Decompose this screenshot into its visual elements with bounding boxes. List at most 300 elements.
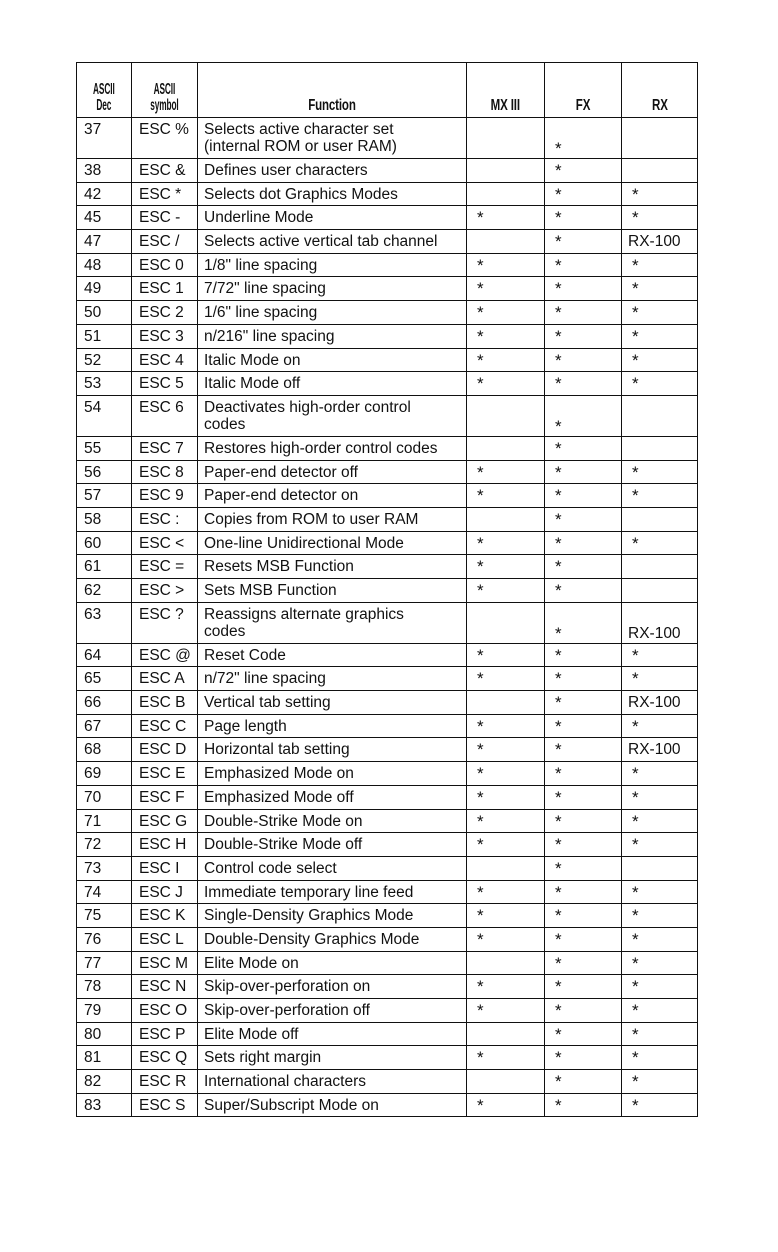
- table-row: [77, 301, 698, 325]
- rx-support-cell: *: [622, 1093, 698, 1117]
- function-cell: [198, 714, 467, 738]
- ascii-symbol-cell: ESC Q: [132, 1046, 198, 1070]
- table-row: [77, 833, 698, 857]
- ascii-dec-cell: 64: [77, 643, 132, 667]
- function-text: Elite Mode off: [204, 1025, 299, 1043]
- ascii-symbol-cell: ESC >: [132, 579, 198, 603]
- function-text: Sets right margin: [204, 1049, 322, 1067]
- function-text: Elite Mode on: [204, 954, 299, 972]
- ascii-dec-cell: 67: [77, 714, 132, 738]
- function-cell: [198, 762, 467, 786]
- ascii-symbol-cell: ESC /: [132, 230, 198, 254]
- ascii-symbol-cell: ESC @: [132, 643, 198, 667]
- rx-support-cell: [622, 395, 698, 436]
- mx-support-cell: *: [467, 253, 545, 277]
- table-row: [77, 507, 698, 531]
- function-cell: [198, 602, 467, 643]
- mx-support-cell: *: [467, 1093, 545, 1117]
- fx-support-cell: *: [545, 999, 622, 1023]
- table-row: [77, 904, 698, 928]
- mx-support-cell: *: [467, 667, 545, 691]
- fx-support-cell: *: [545, 1046, 622, 1070]
- function-cell: [198, 667, 467, 691]
- rx-support-cell: *: [622, 643, 698, 667]
- fx-support-cell: *: [545, 856, 622, 880]
- function-text: Italic Mode off: [204, 375, 301, 393]
- function-text: Underline Mode: [204, 209, 314, 227]
- ascii-dec-cell: 65: [77, 667, 132, 691]
- rx-support-cell: *: [622, 324, 698, 348]
- ascii-symbol-cell: ESC 3: [132, 324, 198, 348]
- ascii-dec-cell: 75: [77, 904, 132, 928]
- ascii-symbol-cell: ESC 1: [132, 277, 198, 301]
- function-text: n/72" line spacing: [204, 670, 326, 688]
- function-cell: [198, 1046, 467, 1070]
- fx-support-cell: *: [545, 738, 622, 762]
- table-row: [77, 667, 698, 691]
- fx-support-cell: *: [545, 833, 622, 857]
- function-cell: [198, 230, 467, 254]
- fx-support-cell: *: [545, 762, 622, 786]
- function-cell: [198, 785, 467, 809]
- ascii-dec-cell: 55: [77, 436, 132, 460]
- function-cell: [198, 324, 467, 348]
- function-cell: [198, 579, 467, 603]
- fx-support-cell: *: [545, 253, 622, 277]
- mx-support-cell: *: [467, 348, 545, 372]
- rx-support-cell: *: [622, 1022, 698, 1046]
- function-text: Selects active vertical tab channel: [204, 233, 438, 251]
- table-row: [77, 372, 698, 396]
- ascii-symbol-cell: ESC C: [132, 714, 198, 738]
- function-text: 1/8" line spacing: [204, 256, 318, 274]
- rx-support-cell: *: [622, 277, 698, 301]
- ascii-dec-cell: 37: [77, 118, 132, 159]
- function-text: Super/Subscript Mode on: [204, 1096, 379, 1114]
- ascii-dec-cell: 73: [77, 856, 132, 880]
- function-cell: [198, 809, 467, 833]
- rx-support-cell: *: [622, 1046, 698, 1070]
- ascii-symbol-cell: ESC B: [132, 691, 198, 715]
- rx-support-cell: [622, 555, 698, 579]
- function-text: International characters: [204, 1073, 366, 1091]
- function-text: Italic Mode on: [204, 351, 301, 369]
- mx-support-cell: *: [467, 579, 545, 603]
- fx-support-cell: *: [545, 436, 622, 460]
- ascii-symbol-cell: ESC N: [132, 975, 198, 999]
- mx-support-cell: [467, 602, 545, 643]
- fx-support-cell: *: [545, 809, 622, 833]
- ascii-dec-cell: 48: [77, 253, 132, 277]
- rx-support-cell: *: [622, 531, 698, 555]
- ascii-symbol-cell: ESC *: [132, 182, 198, 206]
- rx-support-cell: [622, 856, 698, 880]
- ascii-dec-cell: 49: [77, 277, 132, 301]
- function-cell: [198, 253, 467, 277]
- ascii-dec-cell: 57: [77, 484, 132, 508]
- function-text: Skip-over-perforation on: [204, 978, 371, 996]
- ascii-symbol-cell: ESC -: [132, 206, 198, 230]
- fx-support-cell: *: [545, 714, 622, 738]
- fx-support-cell: *: [545, 507, 622, 531]
- ascii-dec-cell: 78: [77, 975, 132, 999]
- function-text: Restores high-order control codes: [204, 439, 438, 457]
- ascii-symbol-cell: ESC J: [132, 880, 198, 904]
- fx-support-cell: *: [545, 880, 622, 904]
- table-row: [77, 927, 698, 951]
- rx-support-cell: *: [622, 667, 698, 691]
- fx-support-cell: *: [545, 904, 622, 928]
- fx-support-cell: *: [545, 1022, 622, 1046]
- function-text: Control code select: [204, 859, 337, 877]
- function-cell: [198, 738, 467, 762]
- ascii-symbol-cell: ESC ?: [132, 602, 198, 643]
- function-text: Emphasized Mode on: [204, 765, 354, 783]
- rx-support-cell: [622, 436, 698, 460]
- rx-support-cell: *: [622, 460, 698, 484]
- function-cell: [198, 1070, 467, 1094]
- fx-support-cell: *: [545, 785, 622, 809]
- function-cell: [198, 206, 467, 230]
- table-row: [77, 348, 698, 372]
- function-text: codes: [204, 415, 246, 433]
- function-cell: [198, 348, 467, 372]
- function-text: Reassigns alternate graphics: [204, 605, 404, 623]
- rx-support-cell: *: [622, 785, 698, 809]
- function-text: 1/6" line spacing: [204, 304, 318, 322]
- fx-support-cell: *: [545, 667, 622, 691]
- mx-support-cell: *: [467, 277, 545, 301]
- ascii-dec-cell: 45: [77, 206, 132, 230]
- header-row: [77, 63, 698, 118]
- rx-support-cell: RX-100: [622, 230, 698, 254]
- ascii-dec-cell: 79: [77, 999, 132, 1023]
- fx-support-cell: *: [545, 301, 622, 325]
- table-row: [77, 206, 698, 230]
- function-text: Paper-end detector off: [204, 463, 358, 481]
- fx-support-cell: *: [545, 395, 622, 436]
- mx-support-cell: [467, 395, 545, 436]
- function-cell: [198, 277, 467, 301]
- fx-support-cell: *: [545, 1093, 622, 1117]
- fx-support-cell: *: [545, 277, 622, 301]
- rx-support-cell: *: [622, 927, 698, 951]
- mx-support-cell: [467, 118, 545, 159]
- escape-code-table: [76, 62, 698, 1117]
- function-cell: [198, 927, 467, 951]
- ascii-dec-cell: 56: [77, 460, 132, 484]
- table-row: [77, 579, 698, 603]
- fx-support-cell: *: [545, 691, 622, 715]
- ascii-dec-cell: 53: [77, 372, 132, 396]
- function-cell: [198, 951, 467, 975]
- function-text: Selects active character set: [204, 121, 394, 138]
- ascii-dec-cell: 83: [77, 1093, 132, 1117]
- mx-support-cell: *: [467, 880, 545, 904]
- mx-support-cell: *: [467, 762, 545, 786]
- table-row: [77, 714, 698, 738]
- mx-support-cell: *: [467, 785, 545, 809]
- function-text: Copies from ROM to user RAM: [204, 510, 419, 528]
- function-cell: [198, 904, 467, 928]
- function-cell: [198, 643, 467, 667]
- ascii-dec-cell: 58: [77, 507, 132, 531]
- function-cell: [198, 507, 467, 531]
- ascii-symbol-cell: ESC K: [132, 904, 198, 928]
- function-text: Selects dot Graphics Modes: [204, 185, 398, 203]
- table-row: [77, 762, 698, 786]
- header-mx-iii: MX III: [467, 63, 545, 118]
- function-text: One-line Unidirectional Mode: [204, 534, 404, 552]
- table-row: [77, 118, 698, 159]
- table-row: [77, 975, 698, 999]
- fx-support-cell: *: [545, 531, 622, 555]
- fx-support-cell: *: [545, 927, 622, 951]
- ascii-symbol-cell: ESC P: [132, 1022, 198, 1046]
- ascii-dec-cell: 63: [77, 602, 132, 643]
- table-row: [77, 643, 698, 667]
- ascii-symbol-cell: ESC F: [132, 785, 198, 809]
- mx-support-cell: [467, 691, 545, 715]
- ascii-symbol-cell: ESC S: [132, 1093, 198, 1117]
- rx-support-cell: *: [622, 951, 698, 975]
- ascii-symbol-cell: ESC %: [132, 118, 198, 159]
- table-row: [77, 1022, 698, 1046]
- function-cell: [198, 484, 467, 508]
- function-cell: [198, 301, 467, 325]
- ascii-dec-cell: 76: [77, 927, 132, 951]
- function-text: Vertical tab setting: [204, 694, 331, 712]
- table-row: [77, 738, 698, 762]
- mx-support-cell: *: [467, 1046, 545, 1070]
- table-row: [77, 1070, 698, 1094]
- mx-support-cell: *: [467, 833, 545, 857]
- rx-support-cell: RX-100: [622, 602, 698, 643]
- table-row: [77, 277, 698, 301]
- ascii-symbol-cell: ESC 8: [132, 460, 198, 484]
- mx-support-cell: [467, 182, 545, 206]
- table-row: [77, 856, 698, 880]
- mx-support-cell: *: [467, 714, 545, 738]
- mx-support-cell: [467, 436, 545, 460]
- function-cell: [198, 833, 467, 857]
- function-cell: [198, 691, 467, 715]
- table-row: [77, 1093, 698, 1117]
- table-row: [77, 999, 698, 1023]
- rx-support-cell: *: [622, 206, 698, 230]
- mx-support-cell: *: [467, 809, 545, 833]
- table-row: [77, 602, 698, 643]
- fx-support-cell: *: [545, 324, 622, 348]
- table-row: [77, 785, 698, 809]
- rx-support-cell: [622, 159, 698, 183]
- rx-support-cell: *: [622, 880, 698, 904]
- ascii-dec-cell: 71: [77, 809, 132, 833]
- function-cell: [198, 1022, 467, 1046]
- ascii-symbol-cell: ESC D: [132, 738, 198, 762]
- function-text: Paper-end detector on: [204, 487, 359, 505]
- function-cell: [198, 999, 467, 1023]
- ascii-symbol-cell: ESC R: [132, 1070, 198, 1094]
- header-ascii-symbol: ASCII symbol: [132, 63, 198, 118]
- table-body: [77, 118, 698, 1117]
- ascii-symbol-cell: ESC 9: [132, 484, 198, 508]
- mx-support-cell: *: [467, 999, 545, 1023]
- function-text: Sets MSB Function: [204, 582, 337, 599]
- ascii-symbol-cell: ESC E: [132, 762, 198, 786]
- rx-support-cell: *: [622, 372, 698, 396]
- fx-support-cell: *: [545, 643, 622, 667]
- function-text: Skip-over-perforation off: [204, 1002, 370, 1019]
- ascii-symbol-cell: ESC O: [132, 999, 198, 1023]
- fx-support-cell: *: [545, 484, 622, 508]
- ascii-symbol-cell: ESC L: [132, 927, 198, 951]
- mx-support-cell: [467, 507, 545, 531]
- rx-support-cell: *: [622, 975, 698, 999]
- rx-support-cell: RX-100: [622, 738, 698, 762]
- table-row: [77, 555, 698, 579]
- function-text: 7/72" line spacing: [204, 280, 326, 298]
- rx-support-cell: *: [622, 484, 698, 508]
- ascii-dec-cell: 81: [77, 1046, 132, 1070]
- rx-support-cell: [622, 507, 698, 531]
- ascii-dec-cell: 60: [77, 531, 132, 555]
- rx-support-cell: *: [622, 348, 698, 372]
- ascii-symbol-cell: ESC G: [132, 809, 198, 833]
- function-text: Double-Strike Mode off: [204, 836, 363, 854]
- ascii-dec-cell: 52: [77, 348, 132, 372]
- ascii-dec-cell: 66: [77, 691, 132, 715]
- fx-support-cell: *: [545, 372, 622, 396]
- function-cell: [198, 975, 467, 999]
- ascii-dec-cell: 61: [77, 555, 132, 579]
- ascii-symbol-cell: ESC =: [132, 555, 198, 579]
- rx-support-cell: *: [622, 182, 698, 206]
- mx-support-cell: *: [467, 484, 545, 508]
- table-row: [77, 182, 698, 206]
- fx-support-cell: *: [545, 182, 622, 206]
- table-row: [77, 531, 698, 555]
- rx-support-cell: [622, 118, 698, 159]
- header-fx: FX: [545, 63, 622, 118]
- table-row: [77, 880, 698, 904]
- mx-support-cell: *: [467, 206, 545, 230]
- ascii-symbol-cell: ESC <: [132, 531, 198, 555]
- ascii-dec-cell: 72: [77, 833, 132, 857]
- mx-support-cell: *: [467, 738, 545, 762]
- fx-support-cell: *: [545, 1070, 622, 1094]
- mx-support-cell: [467, 1070, 545, 1094]
- ascii-dec-cell: 77: [77, 951, 132, 975]
- function-text: Emphasized Mode off: [204, 788, 354, 806]
- function-cell: [198, 1093, 467, 1117]
- ascii-symbol-cell: ESC I: [132, 856, 198, 880]
- ascii-symbol-cell: ESC &: [132, 159, 198, 183]
- ascii-symbol-cell: ESC 5: [132, 372, 198, 396]
- rx-support-cell: *: [622, 253, 698, 277]
- ascii-dec-cell: 70: [77, 785, 132, 809]
- ascii-dec-cell: 69: [77, 762, 132, 786]
- mx-support-cell: *: [467, 372, 545, 396]
- function-cell: [198, 182, 467, 206]
- fx-support-cell: *: [545, 460, 622, 484]
- rx-support-cell: *: [622, 714, 698, 738]
- ascii-dec-cell: 62: [77, 579, 132, 603]
- rx-support-cell: *: [622, 301, 698, 325]
- mx-support-cell: [467, 159, 545, 183]
- function-cell: [198, 856, 467, 880]
- function-text: n/216" line spacing: [204, 327, 335, 345]
- mx-support-cell: [467, 230, 545, 254]
- ascii-symbol-cell: ESC 2: [132, 301, 198, 325]
- table-header: [77, 63, 698, 118]
- ascii-dec-cell: 82: [77, 1070, 132, 1094]
- ascii-dec-cell: 54: [77, 395, 132, 436]
- function-text: Reset Code: [204, 646, 286, 664]
- rx-support-cell: *: [622, 904, 698, 928]
- mx-support-cell: [467, 856, 545, 880]
- mx-support-cell: *: [467, 904, 545, 928]
- rx-support-cell: *: [622, 809, 698, 833]
- fx-support-cell: *: [545, 555, 622, 579]
- table-row: [77, 809, 698, 833]
- function-text: (internal ROM or user RAM): [204, 138, 397, 155]
- function-text: Deactivates high-order control: [204, 398, 411, 416]
- fx-support-cell: *: [545, 230, 622, 254]
- ascii-dec-cell: 68: [77, 738, 132, 762]
- table-row: [77, 395, 698, 436]
- fx-support-cell: *: [545, 348, 622, 372]
- ascii-dec-cell: 42: [77, 182, 132, 206]
- mx-support-cell: *: [467, 460, 545, 484]
- function-cell: [198, 118, 467, 159]
- fx-support-cell: *: [545, 118, 622, 159]
- function-cell: [198, 555, 467, 579]
- ascii-symbol-cell: ESC 7: [132, 436, 198, 460]
- fx-support-cell: *: [545, 159, 622, 183]
- mx-support-cell: [467, 1022, 545, 1046]
- table-row: [77, 1046, 698, 1070]
- table-row: [77, 951, 698, 975]
- ascii-dec-cell: 51: [77, 324, 132, 348]
- mx-support-cell: *: [467, 301, 545, 325]
- fx-support-cell: *: [545, 206, 622, 230]
- function-cell: [198, 880, 467, 904]
- fx-support-cell: *: [545, 579, 622, 603]
- table-row: [77, 230, 698, 254]
- ascii-dec-cell: 50: [77, 301, 132, 325]
- function-cell: [198, 531, 467, 555]
- ascii-symbol-cell: ESC A: [132, 667, 198, 691]
- table-row: [77, 253, 698, 277]
- ascii-symbol-cell: ESC 0: [132, 253, 198, 277]
- ascii-symbol-cell: ESC 6: [132, 395, 198, 436]
- mx-support-cell: *: [467, 927, 545, 951]
- ascii-dec-cell: 74: [77, 880, 132, 904]
- rx-support-cell: *: [622, 999, 698, 1023]
- function-cell: [198, 436, 467, 460]
- function-text: Defines user characters: [204, 162, 368, 179]
- ascii-symbol-cell: ESC 4: [132, 348, 198, 372]
- header-rx: RX: [622, 63, 698, 118]
- ascii-dec-cell: 80: [77, 1022, 132, 1046]
- function-cell: [198, 372, 467, 396]
- table-row: [77, 691, 698, 715]
- ascii-symbol-cell: ESC M: [132, 951, 198, 975]
- mx-support-cell: *: [467, 975, 545, 999]
- rx-support-cell: RX-100: [622, 691, 698, 715]
- mx-support-cell: *: [467, 324, 545, 348]
